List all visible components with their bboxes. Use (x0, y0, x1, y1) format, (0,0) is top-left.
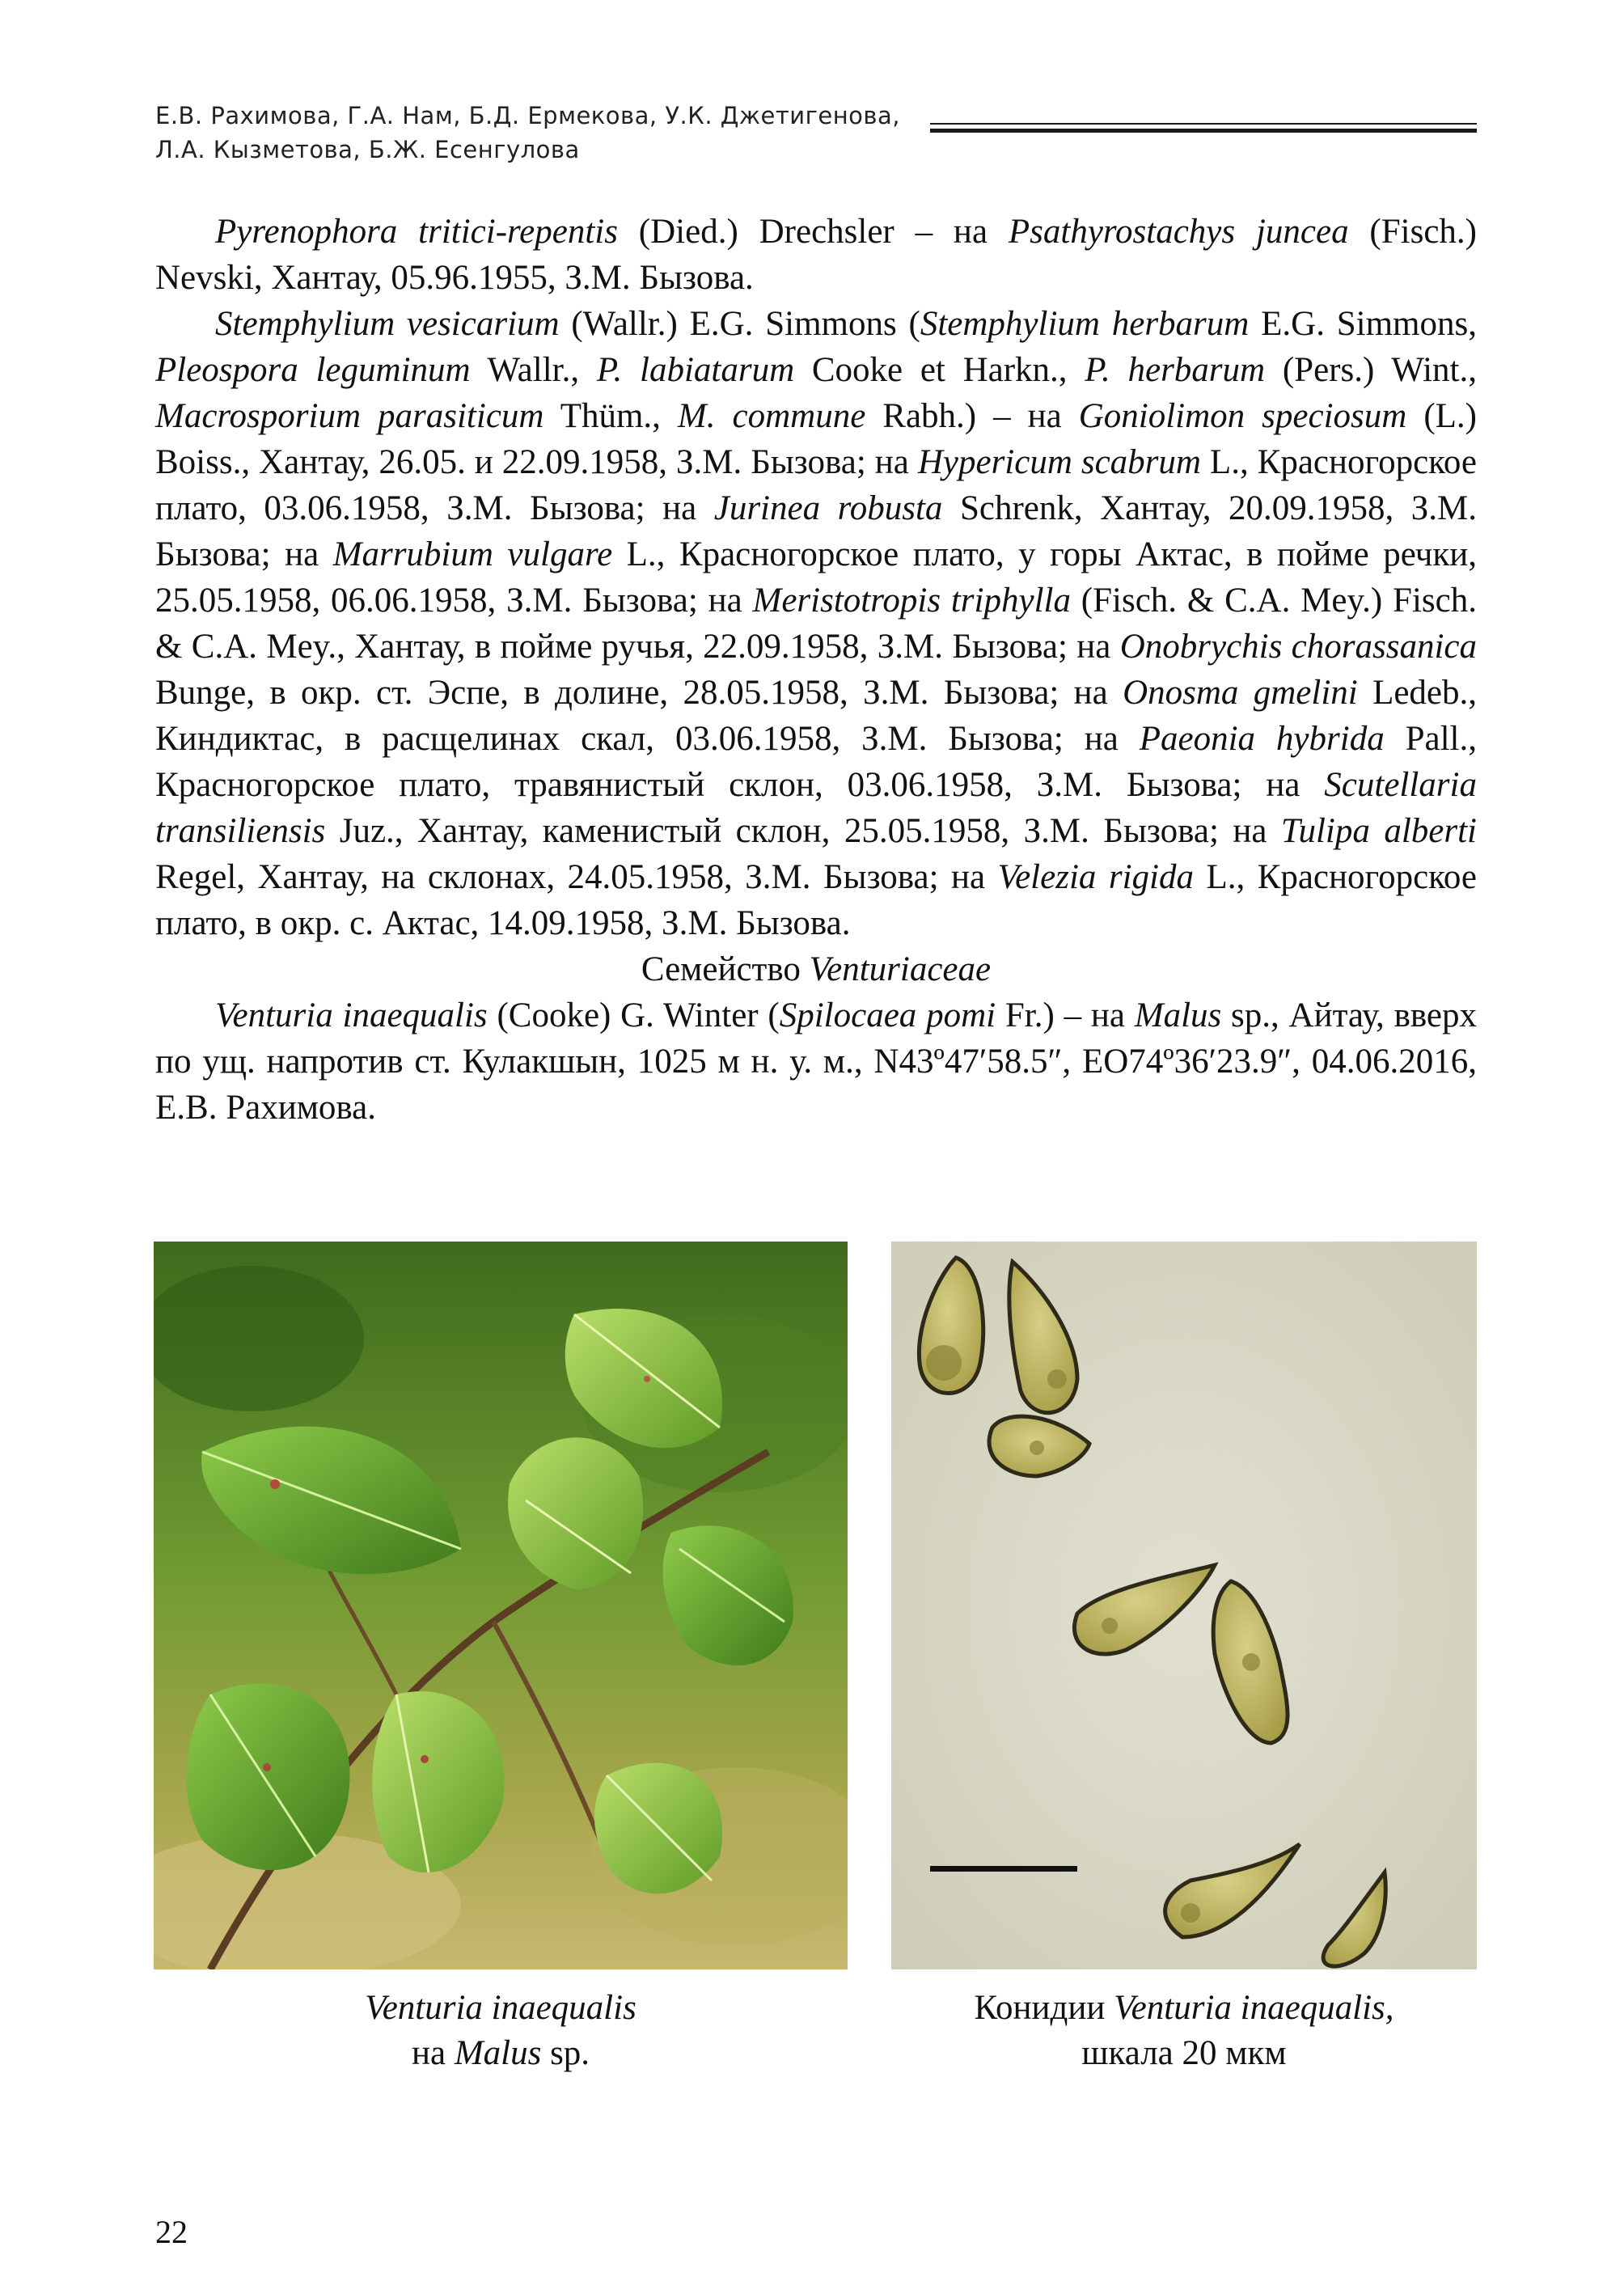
text-span: Bunge, в окр. ст. Эспе, в долине, 28.05.1958, З.М. Бызова; на (155, 674, 1123, 712)
caption-scale: шкала 20 мкм (1081, 2034, 1287, 2072)
caption-taxon: Venturia inaequalis (365, 1989, 636, 2027)
text-span: Fr.) – на (996, 996, 1135, 1034)
heading-prefix: Семейство (641, 950, 810, 988)
host-name: Jurinea robusta (713, 489, 943, 527)
leaves-illustration (154, 1242, 848, 1969)
figure-conidia-micrograph (891, 1242, 1477, 1969)
text-span: (Fisch. & C.A. Mey.) Fisch. & C.A. Mey., Хантау, в пойме ручья, 22.09.1958, З.М. Бызова; на (155, 582, 1477, 666)
caption-text: sp. (541, 2034, 590, 2072)
paragraph-stemphylium (155, 301, 1477, 946)
caption-text: Конидии (974, 1989, 1114, 2027)
host-name: Goniolimon speciosum (1078, 397, 1407, 435)
text-span: sp., Айтау, вверх по ущ. напротив ст. Кулакшын, 1025 м н. у. м., N43º47′58.5″, EO74º36′23.9″, 04.06.2016, Е.В. Рахимова. (155, 996, 1478, 1127)
caption-taxon: Venturia inaequalis, (1114, 1989, 1394, 2027)
text-span: (Died.) Drechsler – на (617, 213, 1009, 251)
text-span: Thüm., (543, 397, 678, 435)
host-name: Meristotropis triphylla (752, 582, 1071, 620)
taxon-name: Venturia inaequalis (215, 996, 488, 1034)
synonym-name: Spilocaea pomi (779, 996, 996, 1034)
caption-leaves (154, 1986, 848, 2076)
text-span: L., Красногорское плато, 03.06.1958, З.М. Бызова; на (155, 443, 1477, 527)
host-name: Hypericum scabrum (917, 443, 1201, 481)
host-name: Scutellaria transiliensis (155, 766, 1477, 850)
caption-conidia (891, 1986, 1477, 2076)
text-span: Schrenk, Хантау, 20.09.1958, З.М. Бызова; на (155, 489, 1478, 573)
host-name: Tulipa alberti (1280, 812, 1477, 850)
synonym-name: Macrosporium parasiticum (155, 397, 544, 435)
header-rule-thick (930, 129, 1477, 133)
conidia-illustration (891, 1242, 1477, 1969)
synonym-name: Pleospora leguminum (155, 351, 471, 389)
main-text (155, 209, 1477, 1131)
text-span: Pall., Красногорское плато, травянистый склон, 03.06.1958, З.М. Бызова; на (155, 720, 1477, 804)
family-name: Venturiaceae (809, 950, 992, 988)
caption-host: Malus (454, 2034, 542, 2072)
text-span: (Pers.) Wint., (1265, 351, 1477, 389)
text-span: L., Красногорское плато, в окр. с. Актас, 14.09.1958, З.М. Бызова. (155, 858, 1477, 942)
text-span: Wallr., (470, 351, 597, 389)
text-span: E.G. Simmons, (1249, 305, 1477, 343)
text-span: (Fisch.) Nevski, Хантау, 05.96.1955, З.М. Бызова. (155, 213, 1478, 297)
taxon-name: Stemphylium vesicarium (215, 305, 560, 343)
text-span: Rabh.) – на (865, 397, 1079, 435)
synonym-name: M. commune (677, 397, 866, 435)
running-header (155, 99, 900, 167)
text-span: Cooke et Harkn., (794, 351, 1085, 389)
text-span: (Cooke) G. Winter ( (487, 996, 780, 1034)
paragraph-pyrenophora (155, 209, 1477, 301)
text-span: (L.) Boiss., Хантау, 26.05. и 22.09.1958, З.М. Бызова; на (155, 397, 1477, 481)
authors-line-1: Е.В. Рахимова, Г.А. Нам, Б.Д. Ермекова, У.К. Джетигенова, (155, 102, 900, 129)
host-name: Psathyrostachys juncea (1008, 213, 1349, 251)
text-span: Ledeb., Киндиктас, в расщелинах скал, 03.06.1958, З.М. Бызова; на (155, 674, 1478, 758)
caption-text: на (411, 2034, 455, 2072)
scale-bar (930, 1866, 1077, 1872)
host-name: Marrubium vulgare (332, 535, 613, 573)
figure-leaves-photo (154, 1242, 848, 1969)
host-name: Paeonia hybrida (1139, 720, 1385, 758)
page-number: 22 (155, 2214, 188, 2250)
synonym-name: P. herbarum (1085, 351, 1266, 389)
header-rule-thin (930, 123, 1477, 125)
text-span: Juz., Хантау, каменистый склон, 25.05.1958, З.М. Бызова; на (325, 812, 1281, 850)
family-heading (155, 946, 1477, 992)
synonym-name: Stemphylium herbarum (920, 305, 1250, 343)
synonym-name: P. labiatarum (596, 351, 795, 389)
host-name: Malus (1134, 996, 1222, 1034)
text-span: (Wallr.) E.G. Simmons ( (559, 305, 920, 343)
taxon-name: Pyrenophora tritici-repentis (215, 213, 618, 251)
host-name: Onobrychis chorassanica (1119, 628, 1477, 666)
host-name: Velezia rigida (997, 858, 1194, 896)
text-span: Regel, Хантау, на склонах, 24.05.1958, З.М. Бызова; на (155, 858, 998, 896)
text-span: L., Красногорское плато, у горы Актас, в пойме речки, 25.05.1958, 06.06.1958, З.М. Бызова; на (155, 535, 1477, 620)
host-name: Onosma gmelini (1123, 674, 1358, 712)
authors-line-2: Л.А. Кызметова, Б.Ж. Есенгулова (155, 136, 580, 163)
paragraph-venturia (155, 992, 1477, 1131)
